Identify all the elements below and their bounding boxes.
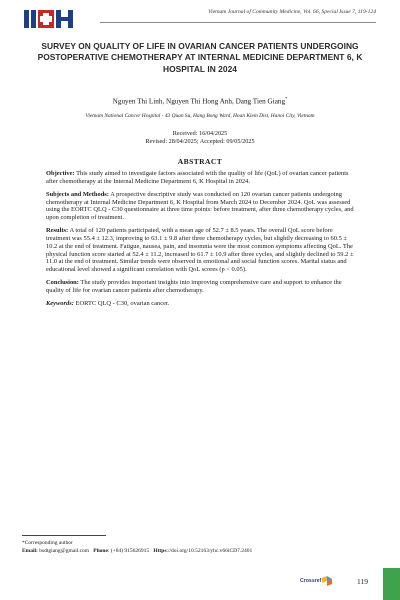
footnote-divider [22, 535, 106, 536]
received-date: Received: 16/04/2025 [172, 130, 228, 137]
phone-number: : (+84) 915626915 [107, 547, 150, 554]
email-label: Email: [22, 547, 38, 554]
page-number: 119 [357, 577, 368, 586]
results-paragraph [46, 227, 354, 274]
crossref-icon [322, 576, 332, 586]
header-divider [100, 22, 376, 23]
article-title: SURVEY ON QUALITY OF LIFE IN OVARIAN CANCER PATIENTS UNDERGOING POSTOPERATIVE CHEMOTHERAPY AT INTERNAL MEDICINE DEPARTMENT 6, K HOSPITAL IN 2024 [37, 41, 363, 74]
page-edge-tab [383, 568, 400, 600]
footnote [22, 540, 380, 556]
keywords-label: Keywords: [46, 299, 74, 307]
abstract-body [46, 170, 354, 313]
journal-logo [24, 8, 96, 30]
results-label: Results: [46, 227, 69, 235]
crossref-badge[interactable] [300, 574, 344, 588]
crossref-label: Crossref [300, 578, 322, 584]
conclusion-paragraph [46, 279, 354, 295]
conclusion-text: The study provides important insights into improving comprehensive care and support to enhance the quality of life for ovarian cancer patients after chemotherapy. [46, 279, 342, 294]
doi-link[interactable]: ://doi.org/10.52163/yhc.v66iCD7.2401 [166, 547, 253, 554]
contact-line [22, 548, 380, 556]
corresponding-author-note: *Corresponding author [22, 540, 73, 546]
affiliation: Vietnam National Cancer Hospital - 43 Quan Su, Hang Bong Ward, Hoan Kiem Dist, Hanoi City, Vietnam [85, 113, 315, 119]
objective-label: Objective: [46, 170, 75, 177]
methods-paragraph [46, 191, 354, 222]
authors-text: Nguyen Thi Linh, Nguyen Thi Hong Anh, Dang Tien Giang [112, 97, 286, 106]
abstract-heading: ABSTRACT [177, 157, 223, 166]
article-dates [20, 130, 380, 147]
email-link[interactable]: bsdtgiang@gmail.com [39, 547, 90, 554]
keywords-text: EORTC QLQ - C30, ovarian cancer. [75, 299, 170, 307]
results-text: A total of 120 patients participated, with a mean age of 52.7 ± 8.5 years. The overall QoL score before treatment was 55.4 ± 12.3, improving to 63.1 ± 9.8 after three chemotherapy cycles, but slightly decreasing to 60.5 ± 10.2 at the end of treatment. Fatigue, nausea, pain, and insomnia were the most common symptoms affecting QoL. The physical function score started at 52.4 ± 11.2, increased to 61.7 ± 10.9 after three cycles, and slightly declined to 59.2 ± 11.0 at the end of treatment. Similar trends were observed in emotional and social function scores. Marital status and educational level showed a significant correlation with QoL scores (p < 0.05). [46, 227, 354, 274]
doi-label: Https [153, 547, 167, 554]
methods-label: Subjects and Methods: [46, 190, 109, 198]
phone-label: Phone [93, 547, 108, 554]
objective-paragraph [46, 170, 354, 186]
corresponding-mark: * [285, 96, 288, 101]
keywords-paragraph [46, 300, 354, 308]
author-list [20, 96, 380, 105]
conclusion-label: Conclusion: [46, 279, 79, 287]
objective-text: This study aimed to investigate factors associated with the quality of life (QoL) of ovarian cancer patients after chemotherapy at the Internal Medicine Department 6, K Hospital in 2024. [46, 170, 349, 185]
methods-text: A prospective descriptive study was conducted on 120 ovarian cancer patients undergoing chemotherapy at Internal Medicine Department 6, K Hospital from March 2024 to December 2024. QoL was assessed using the EORTC QLQ - C30 questionnaire at three time points: before treatment, after three chemotherapy cycles, and upon completion of treatment. [46, 190, 354, 222]
journal-header: Vietnam Journal of Community Medicine, Vol. 66, Special Issue 7, 119-124 [208, 9, 376, 15]
revised-accepted-date: Revised: 28/04/2025; Accepted: 09/05/2025 [145, 138, 255, 146]
